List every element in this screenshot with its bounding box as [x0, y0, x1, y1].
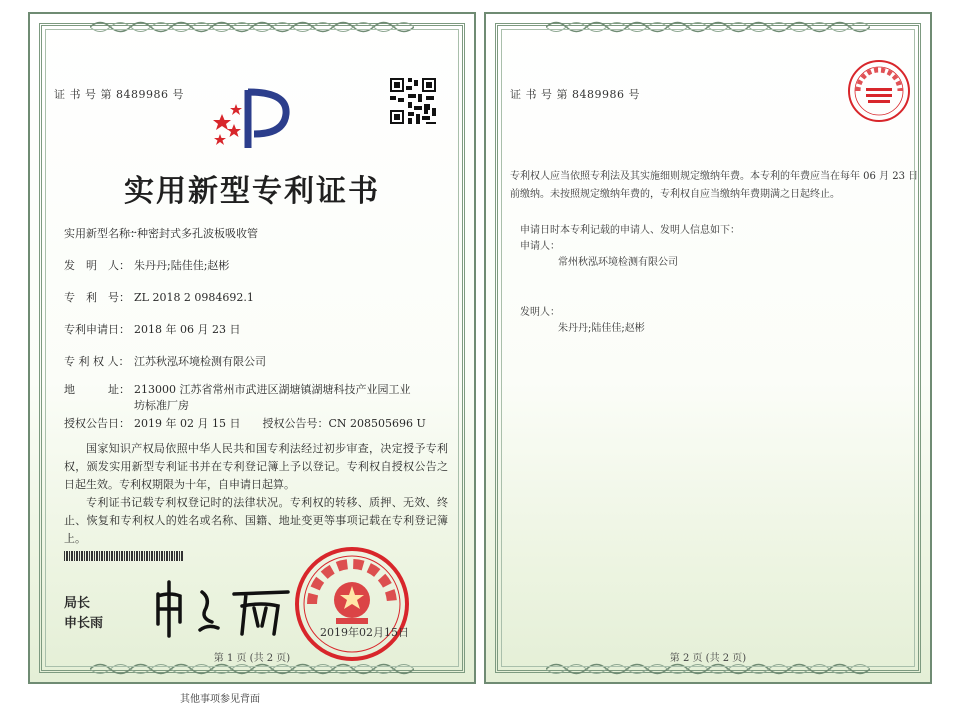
field-label: 专 利 号：	[64, 291, 130, 304]
field-value: 2018 年 06 月 23 日	[134, 323, 241, 336]
inventor-value: 朱丹丹;陆佳佳;赵彬	[558, 323, 645, 334]
director-name: 申长雨	[64, 616, 104, 631]
field-address	[64, 382, 411, 398]
field-patentee	[64, 354, 266, 370]
page-number: 第 1 页 (共 2 页)	[213, 653, 291, 664]
grant-statement: 国家知识产权局依照中华人民共和国专利法经过初步审查，决定授予专利权，颁发实用新型专利证书并在专利登记簿上予以登记。专利权自授权公告之日起生效。专利权期限为十年，自申请日起算。	[64, 442, 448, 491]
field-value: 朱丹丹;陆佳佳;赵彬	[134, 259, 230, 272]
director-title: 局长	[64, 596, 91, 611]
field-patent-name	[64, 226, 258, 242]
fee-seal-icon	[846, 58, 912, 124]
applicant-value: 常州秋泓环境检测有限公司	[558, 257, 678, 268]
official-seal-icon	[292, 544, 412, 664]
field-patent-number	[64, 290, 254, 306]
field-label: 专 利 权 人：	[64, 355, 130, 368]
field-value: ZL 2018 2 0984692.1	[134, 291, 254, 304]
certificate-number: 证 书 号 第 8489986 号	[510, 88, 640, 101]
top-ornament	[546, 18, 870, 36]
fee-notice-line-1: 专利权人应当依照专利法及其实施细则规定缴纳年费。本专利的年费应当在每年 06 月 23 日	[510, 171, 919, 182]
director-signature	[150, 574, 300, 644]
certificate-page-1	[28, 12, 476, 684]
applicant-label: 申请人：	[520, 241, 560, 252]
inventor-label: 发明人：	[520, 307, 560, 318]
qr-code-icon	[390, 78, 436, 124]
fee-notice-line-2: 前缴纳。未按照规定缴纳年费的，专利权自应当缴纳年费期满之日起终止。	[510, 189, 840, 200]
field-label: 发 明 人：	[64, 259, 130, 272]
bottom-ornament	[546, 660, 870, 678]
barcode-icon	[64, 551, 184, 561]
certificate-page-2	[484, 12, 932, 684]
field-label: 授权公告日：	[64, 417, 130, 430]
seal-date: 2019年02月15日	[320, 626, 409, 639]
field-value: 一种密封式多孔波板吸收管	[126, 227, 258, 240]
field-label: 专利申请日：	[64, 323, 130, 336]
field-value: 江苏秋泓环境检测有限公司	[134, 355, 266, 368]
field-label: 地 址：	[64, 383, 130, 396]
field-value: 213000 江苏省常州市武进区湖塘镇湖塘科技产业园工业	[134, 383, 411, 396]
bottom-ornament	[90, 660, 414, 678]
cnipa-logo-icon	[208, 84, 292, 154]
page-number: 第 2 页 (共 2 页)	[669, 653, 747, 664]
field-label: 实用新型名称：	[64, 227, 141, 240]
certificate-number: 证 书 号 第 8489986 号	[54, 88, 184, 101]
top-ornament	[90, 18, 414, 36]
legal-status-note: 专利证书记载专利权登记时的法律状况。专利权的转移、质押、无效、终止、恢复和专利权人的姓名或名称、国籍、地址变更等事项记载在专利登记簿上。	[64, 496, 448, 545]
field-inventor	[64, 258, 230, 274]
field-grant-date	[64, 416, 426, 432]
record-intro: 申请日时本专利记载的申请人、发明人信息如下：	[520, 225, 740, 236]
field-value: 坊标准厂房	[134, 399, 189, 412]
field-value: 2019 年 02 月 15 日 授权公告号：CN 208505696 U	[134, 417, 426, 430]
certificate-title: 实用新型专利证书	[124, 174, 380, 209]
field-application-date	[64, 322, 241, 338]
footnote: 其他事项参见背面	[180, 694, 260, 705]
